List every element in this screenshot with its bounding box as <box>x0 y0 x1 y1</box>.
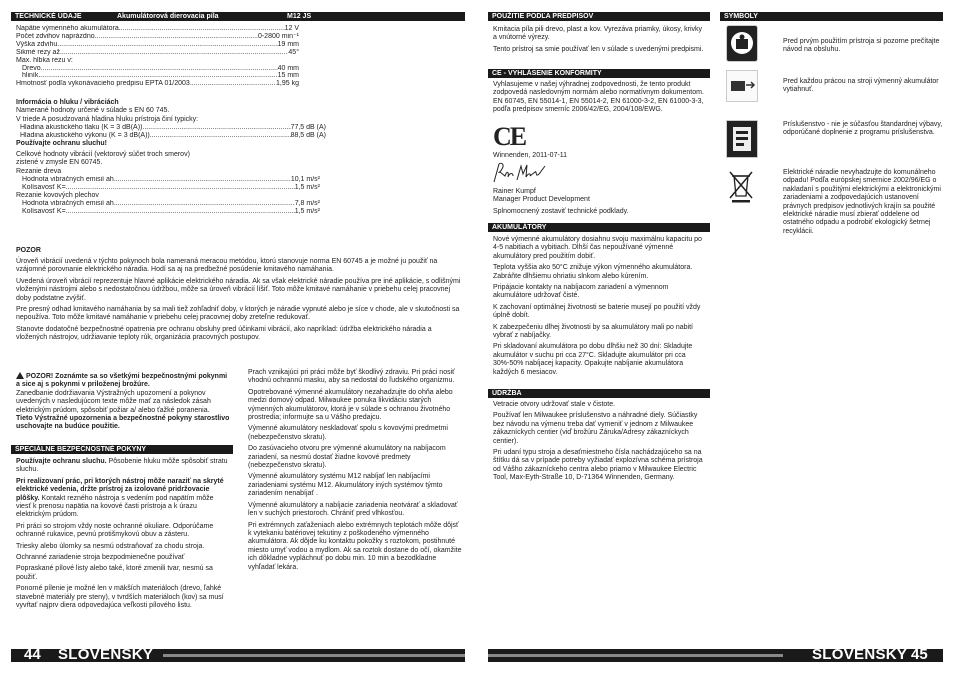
page-number-right: 45 <box>911 646 928 663</box>
spec-label: Hodnota vibračných emisií ah <box>22 176 114 183</box>
safety-paragraph: Opotrebované výmenné akumulátory nezahadzujte do ohňa alebo medzi domový odpad. Milwaukee ponuka likvidáciu starých výmenných akumulátorov, ktorá je v súlade s ochranou životného prostredia; informujte sa u Vášho predajcu. <box>248 388 453 422</box>
spec-label: Drevo <box>22 64 41 72</box>
battery-safety-list <box>248 369 462 575</box>
safety-paragraph: Prach vznikajúci pri práci môže byť škodlivý zdraviu. Pri práci nosiť vhodnú ochrannú masku, aby sa nedostal do ľudského organizmu. <box>248 369 455 385</box>
spec-value: 10,1 m/s² <box>290 176 320 183</box>
page-number-left: 44 <box>24 646 41 663</box>
battery-paragraph: Nové výmenné akumulátory dosiahnu svoju maximálnu kapacitu po 4-5 nabitiach a vybitiach. Dlhší čas nepoužívané výmenné akumulátory pred použitím dobiť. <box>493 236 702 260</box>
spec-value: 1,95 kg <box>276 80 299 88</box>
safety-paragraph <box>16 458 230 475</box>
warning-heading: POZOR! Zoznámte sa so všetkými bezpečnostnými pokynmi a sice aj s pokynmi v priloženej brožúre. <box>16 373 228 389</box>
ce-header: CE - VYHLÁSENIE KONFORMITY <box>488 69 710 78</box>
spec-label: Kolísavosť K= <box>22 207 66 215</box>
maintenance-paragraph: Používať len Milwaukee príslušenstvo a náhradné diely. Súčiastky bez návodu na výmenu treba dať vymeniť v jednom z Milwaukee zákazníckych centier (viď brožúru Záruka/Adresy zákazníckych centier). <box>493 412 698 445</box>
vibration-line: Celkové hodnoty vibrácií (vektorový súčet troch smerov) <box>16 151 190 158</box>
noise-spec-list <box>20 124 326 140</box>
accessory-icon <box>726 120 758 158</box>
safety-paragraph <box>16 523 230 540</box>
safety-text: Ponorné pílenie je možné len v mäkších materiáloch (drevo, ľahké stavebné materiály pre steny), v tvrdších materiáloch (kov) sa musí vyvŕtať najprv diera odpovedajúca veľkosti pílového listu. <box>16 585 224 610</box>
spec-value: 7,8 m/s² <box>294 200 320 207</box>
safety-paragraph: Výmenné akumulátory a nabíjacie zariadenia neotvárať a skladovať len v suchých priestoroch. Chrániť pred vlhkosťou. <box>248 501 458 518</box>
spec-label: Max. hĺbka rezu v: <box>16 56 73 64</box>
spec-value: 1,5 m/s² <box>294 207 320 215</box>
safety-text: Pôsobenie hluku môže spôsobiť stratu sluchu. <box>16 458 228 474</box>
warning-text: Zanedbanie dodržiavania Výstražných upozornení a pokynov uvedených v nasledujúcom texte môže mať za následok zásah elektrickým prúdom, spôsobiť požiar a/ alebo ťažké poranenia. <box>16 389 211 414</box>
general-warning <box>16 372 230 432</box>
remove-battery-icon <box>726 70 758 102</box>
spec-label: Počet zdvihov naprázdno <box>16 32 95 40</box>
safety-bold: Používajte ochranu sluchu. <box>16 458 107 465</box>
warning-triangle-icon <box>16 372 24 379</box>
weee-bin-icon <box>726 168 756 204</box>
vibration-section <box>16 151 326 176</box>
leader-dots <box>114 200 295 208</box>
spec-row <box>22 200 320 208</box>
spec-row <box>16 72 299 80</box>
safety-paragraph <box>16 478 230 520</box>
leader-dots <box>114 176 291 184</box>
symbol-text: Pred prvým použitím prístroja si pozorne prečítajte návod na obsluhu. <box>783 38 940 54</box>
declaration-date: Winnenden, 2011-07-11 <box>493 152 568 159</box>
safety-paragraph <box>16 554 230 562</box>
battery-paragraph: K zachovaní optimálnej životnosti se baterie musejí po použití vždy úplně dobít. <box>493 303 701 320</box>
leader-dots <box>95 33 258 41</box>
spec-label: Hladina akustického výkonu (K = 3 dB(A)) <box>20 131 150 139</box>
spec-label: Napätie výmenného akumulátora <box>16 25 119 32</box>
spec-label: hliník <box>22 72 39 80</box>
hearing-protection-note: Používajte ochranu sluchu! <box>16 140 108 147</box>
spec-row <box>16 41 299 49</box>
battery-paragraph: Pri skladovaní akumulátora po dobu dlhšiu než 30 dní: Skladujte akumulátor v suchu pri cca 27°C. Skladujte akumulátor pri cca 30%-50% nabíjacej kapacity. Opakujte nabíjanie akumulátora každých 6 mesiacov. <box>493 343 693 376</box>
pozor-paragraphs <box>16 258 462 346</box>
use-paragraph: Kmitacia píla pili drevo, plast a kov. Vyrezáva priamky, úkosy, krivky a vnútorné výrezy. <box>493 26 703 42</box>
safety-paragraph <box>16 543 230 551</box>
use-paragraphs <box>493 26 707 57</box>
vibration-metal-list <box>22 200 320 216</box>
spec-row <box>16 25 299 33</box>
vibration-wood-list <box>22 176 320 192</box>
spec-value: 1,5 m/s² <box>294 183 320 191</box>
signer-authorization: Splnomocnený zostaviť technické podklady. <box>493 207 629 215</box>
noise-line: V triede A posudzovaná hladina hluku prístroja činí typicky: <box>16 115 199 123</box>
symbols-header: SYMBOLY <box>720 12 943 21</box>
spec-row <box>20 124 326 132</box>
vibration-metal-title: Rezanie kovových plechov <box>16 192 99 199</box>
safety-paragraph <box>16 585 230 610</box>
spec-label: Šikmé rezy až <box>16 48 60 56</box>
spec-value: 77,5 dB (A) <box>290 124 326 131</box>
spec-value: 0-2800 min⁻¹ <box>257 32 299 40</box>
spec-label: Hodnota vibračných emisií ah <box>22 200 114 207</box>
spec-label: Hmotnosť podľa vykonávacieho predpisu EPTA 01/2003 <box>16 80 190 88</box>
language-label-right: SLOVENSKY <box>812 646 908 663</box>
battery-paragraph: Pripájacie kontakty na nabíjacom zariadení a výmennom akumulátore udržovať čisté. <box>493 284 669 300</box>
maintenance-header: ÚDRŽBA <box>488 389 710 398</box>
maintenance-paragraph: Pri udaní typu stroja a desaťmiestneho čísla nachádzajúceho sa na štítku dá sa v prípade potreby vyžiadať explozívna schéma prístroja od Vášho zákazníckeho centra alebo priamo v Milwaukee Electric Tool, Max-Eyth-Straße 10, D-71364 Winnenden, Germany. <box>493 449 703 482</box>
spec-list <box>16 25 299 88</box>
special-safety-header: ŠPECIÁLNE BEZPEČNOSTNÉ POKYNY <box>11 445 233 454</box>
leader-dots <box>150 132 291 140</box>
leader-dots <box>41 65 278 73</box>
maintenance-paragraph: Vetracie otvory udržovať stale v čistote. <box>493 401 616 408</box>
leader-dots <box>142 124 290 132</box>
use-paragraph: Tento prístroj sa smie používať len v súlade s uvedenými predpismi. <box>493 45 704 53</box>
pozor-paragraph: Uvedená úroveň vibrácií reprezentuje hlavné aplikácie elektrického náradia. Ak sa však elektrické náradie používa pre iné aplikácie, s odlišnými vloženými nástrojmi alebo s nedostatočnou údržbou, môže sa úroveň vibrácií líšiť. Toto môže kmitavé namáhanie v priebehu celej pracovnej doby podstatne zvýšiť. <box>16 277 461 302</box>
vibration-line: zistené v zmysle EN 60745. <box>16 159 103 167</box>
spec-value: 15 mm <box>277 72 299 80</box>
pozor-paragraph: Úroveň vibrácií uvedená v týchto pokynoch bola nameraná meracou metódou, ktorú stanovuje norma EN 60745 a je možné ju použiť na vzájomné porovnanie elektrického náradia. Hodí sa aj na predbežné posúdenie kmitavého namáhania. <box>16 258 438 274</box>
leader-dots <box>60 49 288 57</box>
signature-image <box>491 160 553 186</box>
spec-row <box>22 176 320 184</box>
maintenance-paragraphs <box>493 401 707 486</box>
safety-paragraph: Do zasúvacieho otvoru pre výmenné akumulátory na nabíjacom zariadení, sa nesmú dostať žiadne kovové predmety (nebezpečenstvo skratu). <box>248 445 446 470</box>
pozor-paragraph: Pre presný odhad kmitavého namáhania by sa mali tiež zohľadniť doby, v ktorých je náradie vypnuté alebo je síce v chode, ale v skutočnosti sa nepoužíva. Toto môže kmitavé namáhanie v priebehu celej pracovnej doby zreteľne redukovať. <box>16 306 460 322</box>
leader-dots <box>119 25 285 33</box>
spec-row <box>16 49 299 57</box>
symbol-text: Elektrické náradie nevyhadzujte do komunálneho odpadu! Podľa európskej smernice 2002/96/EG o nakladaní s použitými elektrickými a elektronickými zariadeniami a zodpovedajúcich ustanovení právnych predpisov jednotlivých krajín sa použité elektrické náradie musí zbierať oddelene od ostatného odpadu a podrobiť ekologický šetrnej recyklácii. <box>783 169 941 235</box>
use-header: POUŽITIE PODĽA PREDPISOV <box>488 12 710 21</box>
warning-keep: Tieto Výstražné upozornenia a bezpečnostné pokyny starostlivo uschovajte na budúce použitie. <box>16 415 230 431</box>
read-manual-icon <box>726 25 758 62</box>
noise-line: Namerané hodnoty určené v súlade s EN 60 745. <box>16 107 170 115</box>
leader-dots <box>66 184 295 192</box>
spec-row <box>22 208 320 216</box>
spec-row <box>22 184 320 192</box>
safety-paragraph <box>16 565 230 582</box>
safety-text: Popraskané pílové listy alebo také, ktoré zmenili tvar, nesmú sa použiť. <box>16 565 213 581</box>
symbol-text: Príslušenstvo - nie je súčasťou štandardnej výbavy, odporúčané doplnenie z programu príslušenstva. <box>783 121 943 137</box>
signer-block <box>493 188 707 216</box>
spec-value: 40 mm <box>277 64 299 72</box>
footer-stripe <box>163 654 465 657</box>
safety-paragraph: Výmenné akumulátory neskladovať spolu s kovovými predmetmi (nebezpečenstvo skratu). <box>248 425 448 441</box>
safety-paragraph: Pri extrémnych zaťaženiach alebo extrémnych teplotách môže dôjsť k vytekaniu batériovej tekutiny z poškodeného výmenného akumulátora. Ak dôjde ku kontaktu pokožky s roztokom, postihnuté miesto umyť vodou a mydlom. Ak sa roztok dostane do očí, okamžite ich dôkladne vypláchnuť po dobu min. 10 min a bezodkladne vyhľadať lekára. <box>248 521 462 571</box>
vibration-wood-title: Rezanie dreva <box>16 167 62 175</box>
signer-role: Manager Product Development <box>493 196 590 204</box>
spec-label: Hladina akustického tlaku (K = 3 dB(A)) <box>20 124 143 131</box>
tech-data-title: TECHNICKÉ ÚDAJE <box>15 13 82 20</box>
tech-data-header <box>11 12 465 21</box>
signer-name: Rainer Kumpf <box>493 188 536 195</box>
spec-value: 19 mm <box>277 40 299 48</box>
leader-dots <box>190 80 276 88</box>
safety-text: Pri práci so strojom vždy noste ochranné okuliare. Odporúčame ochranné rukavice, pevnú protišmykovú obuv a zásteru. <box>16 522 214 539</box>
battery-paragraph: K zabezpečeniu dlhej životnosti by sa akumulátory mali po nabití vybrať z nabíjačky. <box>493 323 693 340</box>
safety-text: Triesky alebo úlomky sa nesmú odstraňovať za chodu stroja. <box>16 542 205 550</box>
noise-section <box>16 99 326 124</box>
footer-stripe <box>488 654 783 657</box>
special-safety-list <box>16 458 230 614</box>
language-label-left: SLOVENSKY <box>58 646 154 663</box>
leader-dots <box>38 72 277 80</box>
spec-row <box>20 132 326 140</box>
spec-value: 12 V <box>284 25 299 32</box>
pozor-paragraph: Stanovte dodatočné bezpečnostné opatrenia pre ochranu obsluhy pred účinkami vibrácií, ako napríklad: údržba elektrického náradia a vložených nástrojov, udržiavanie teploty rúk, organizácia pracovných postupov. <box>16 325 432 342</box>
safety-bold: Pri realizovaní prác, pri ktorých nástroj môže naraziť na skryté elektrické vedenia, držte prístroj za izolované pridržovacie plôšky. <box>16 477 224 502</box>
safety-paragraph: Výmenné akumulátory systému M12 nabíjať len nabíjacími zariadeniami systému M12. Akumulátory iných systémov týmto zariadením nenabíjať . <box>248 473 443 498</box>
symbol-text: Pred každou prácou na stroji výmenný akumulátor vytiahnuť. <box>783 78 939 94</box>
leader-dots <box>57 41 277 49</box>
spec-row <box>16 57 299 65</box>
spec-value: 45° <box>288 48 299 56</box>
noise-title: Informácia o hluku / vibráciách <box>16 99 119 106</box>
tool-name: Akumulátorová dierovacia píla <box>117 13 219 20</box>
ce-mark-logo: CE <box>493 122 526 151</box>
safety-text: Ochranné zariadenie stroja bezpodmienečne používať <box>16 554 185 562</box>
batteries-paragraphs <box>493 236 707 380</box>
spec-label: Kolísavosť K= <box>22 183 66 191</box>
spec-row <box>16 80 299 88</box>
spec-row <box>16 33 299 41</box>
batteries-header: AKUMULÁTORY <box>488 223 710 232</box>
spec-label: Výška zdvihu <box>16 40 58 48</box>
battery-paragraph: Teplota vyššia ako 50°C znižuje výkon výmenného akumulátora. Zabráňte dlhšiemu ohriatiu slnkom alebo kúrením. <box>493 264 693 280</box>
safety-text: Kontakt rezného nástroja s vedením pod napätím môže viesť k prenosu napätia na kovové časti prístroja a k úrazu elektrickým prúdom. <box>16 494 214 519</box>
leader-dots <box>66 208 295 216</box>
spec-row <box>16 65 299 73</box>
tool-model: M12 JS <box>287 13 312 20</box>
pozor-title: POZOR <box>16 247 41 254</box>
spec-value: 88,5 dB (A) <box>290 131 326 139</box>
ce-text: Vyhlasujeme v našej výhradnej zodpovednosti, že tento produkt zodpovedá nasledovným normám alebo normatívnym dokumentom. EN 60745, EN 55014-1, EN 55014-2, EN 61000-3-2, EN 61000-3-3, podľa predpisov smerníc 2006/42/EG, 2004/108/EWG. <box>493 81 704 114</box>
